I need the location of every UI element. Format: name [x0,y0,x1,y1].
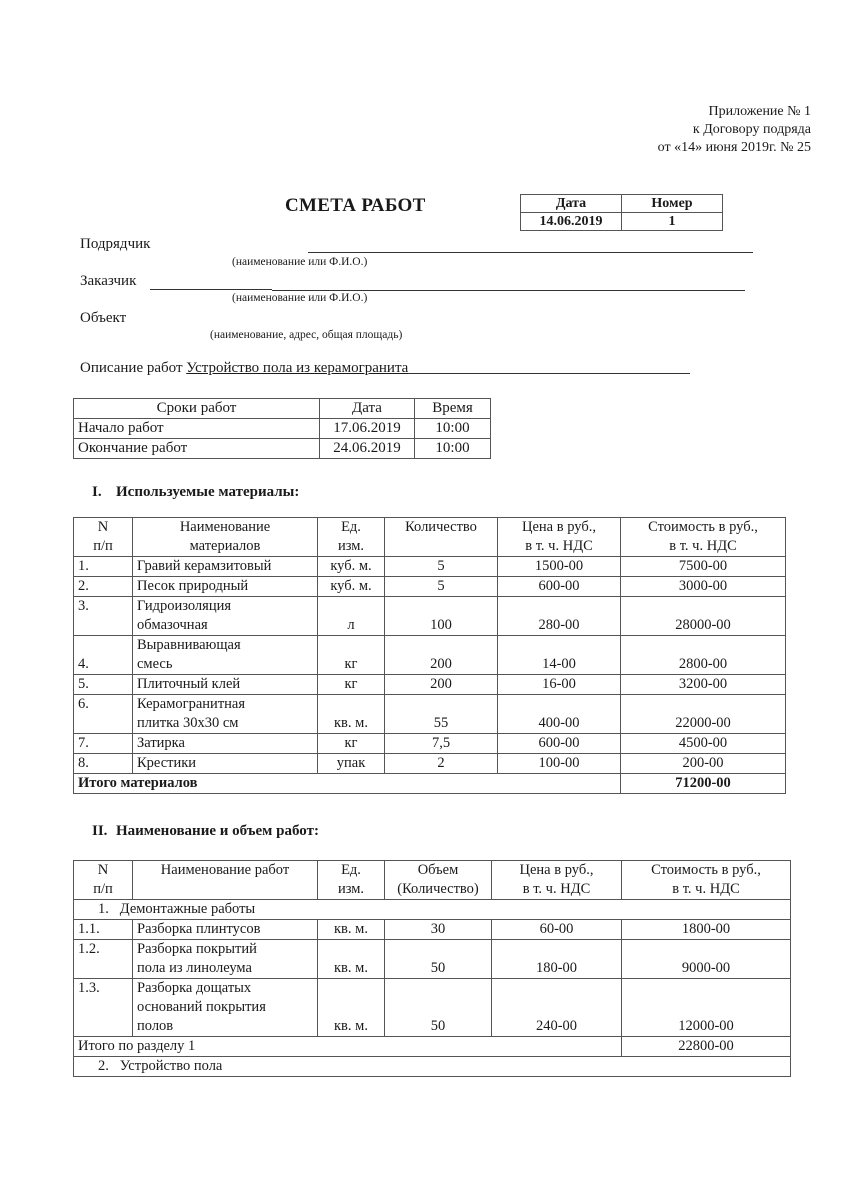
terms-header-date: Дата [320,399,415,419]
row-name: Гравий керамзитовый [133,557,318,577]
section-number: II. [92,823,108,839]
row-n: 7. [74,734,133,754]
contractor-label: Подрядчик [80,236,151,252]
row-name: Керамогранитная плитка 30х30 см [133,695,318,734]
row-cost: 7500-00 [621,557,786,577]
table-row [74,920,791,940]
row-cost: 1800-00 [622,920,791,940]
row-cost: 9000-00 [622,940,791,979]
terms-row-label: Окончание работ [74,439,320,459]
works-table [73,860,791,1077]
terms-row-time: 10:00 [415,419,491,439]
row-unit: кв. м. [318,940,385,979]
row-name: Крестики [133,754,318,774]
row-unit: кг [318,636,385,675]
row-name: Разборка плинтусов [133,920,318,940]
row-unit: кг [318,734,385,754]
table-row [74,675,786,695]
row-unit: кв. м. [318,979,385,1037]
row-n: 5. [74,675,133,695]
header-cost: Стоимость в руб., в т. ч. НДС [621,518,786,557]
row-cost: 200-00 [621,754,786,774]
description-value: Устройство пола из керамогранита [186,360,409,376]
appendix-line-2: к Договору подряда [692,122,811,137]
row-price: 600-00 [498,734,621,754]
row-qty: 30 [385,920,492,940]
terms-header-period: Сроки работ [74,399,320,419]
row-name: Плиточный клей [133,675,318,695]
document-title: СМЕТА РАБОТ [285,195,426,216]
terms-row [74,419,491,439]
customer-field-line[interactable] [272,290,745,291]
header-qty: Количество [385,518,498,557]
table-row [74,940,791,979]
row-qty: 7,5 [385,734,498,754]
row-qty: 50 [385,979,492,1037]
row-unit: кг [318,675,385,695]
object-hint: (наименование, адрес, общая площадь) [210,329,403,341]
row-qty: 200 [385,675,498,695]
contractor-hint: (наименование или Ф.И.О.) [232,256,368,268]
row-unit: куб. м. [318,577,385,597]
row-cost: 12000-00 [622,979,791,1037]
materials-header-row [74,518,786,557]
row-price: 14-00 [498,636,621,675]
row-n: 4. [74,636,133,675]
date-value: 14.06.2019 [521,213,622,231]
contractor-field-line[interactable] [308,252,753,253]
section-title: Наименование и объем работ: [116,823,319,839]
customer-label: Заказчик [80,273,137,289]
header-price: Цена в руб., в т. ч. НДС [492,861,622,900]
row-price: 60-00 [492,920,622,940]
materials-table [73,517,786,794]
terms-row-date: 17.06.2019 [320,419,415,439]
row-price: 600-00 [498,577,621,597]
row-unit: л [318,597,385,636]
table-row [74,577,786,597]
terms-row-time: 10:00 [415,439,491,459]
table-row [74,734,786,754]
row-unit: упак [318,754,385,774]
group-title: 1. Демонтажные работы [74,900,791,920]
works-header-row [74,861,791,900]
group-row [74,900,791,920]
row-n: 1. [74,557,133,577]
total-value: 71200-00 [621,774,786,794]
description-label: Описание работ [80,360,183,376]
table-row [74,597,786,636]
row-qty: 2 [385,754,498,774]
terms-header-time: Время [415,399,491,419]
header-name: Наименование работ [133,861,318,900]
table-row [74,754,786,774]
header-unit: Ед. изм. [318,861,385,900]
table-row [74,557,786,577]
row-name: Гидроизоляция обмазочная [133,597,318,636]
terms-row-date: 24.06.2019 [320,439,415,459]
subtotal-value: 22800-00 [622,1037,791,1057]
header-name: Наименование материалов [133,518,318,557]
row-unit: кв. м. [318,920,385,940]
section-title: Используемые материалы: [116,484,300,500]
row-name: Разборка дощатых оснований покрытия полов [133,979,318,1037]
row-n: 3. [74,597,133,636]
row-n: 1.1. [74,920,133,940]
row-n: 6. [74,695,133,734]
row-price: 240-00 [492,979,622,1037]
row-qty: 55 [385,695,498,734]
row-qty: 5 [385,577,498,597]
terms-row [74,439,491,459]
row-qty: 5 [385,557,498,577]
number-label: Номер [622,195,723,213]
group-row [74,1057,791,1077]
row-name: Песок природный [133,577,318,597]
row-unit: кв. м. [318,695,385,734]
row-price: 1500-00 [498,557,621,577]
header-qty: Объем (Количество) [385,861,492,900]
work-description [80,360,690,377]
table-row [74,636,786,675]
terms-table [73,398,491,459]
row-cost: 22000-00 [621,695,786,734]
row-n: 8. [74,754,133,774]
appendix-header [658,103,811,157]
header-price: Цена в руб., в т. ч. НДС [498,518,621,557]
subtotal-row [74,1037,791,1057]
row-cost: 4500-00 [621,734,786,754]
row-price: 180-00 [492,940,622,979]
date-number-table [520,194,723,231]
header-cost: Стоимость в руб., в т. ч. НДС [622,861,791,900]
row-price: 400-00 [498,695,621,734]
object-label: Объект [80,310,127,326]
row-cost: 3000-00 [621,577,786,597]
date-label: Дата [521,195,622,213]
terms-row-label: Начало работ [74,419,320,439]
header-unit: Ед. изм. [318,518,385,557]
section-number: I. [92,484,102,500]
row-qty: 100 [385,597,498,636]
header-n: N п/п [74,518,133,557]
subtotal-label: Итого по разделу 1 [74,1037,622,1057]
row-price: 16-00 [498,675,621,695]
customer-hint: (наименование или Ф.И.О.) [232,292,368,304]
header-n: N п/п [74,861,133,900]
row-qty: 200 [385,636,498,675]
section-works-heading [92,823,319,840]
row-name: Выравнивающая смесь [133,636,318,675]
group-title: 2. Устройство пола [74,1057,791,1077]
row-unit: куб. м. [318,557,385,577]
table-row [74,979,791,1037]
total-label: Итого материалов [74,774,621,794]
customer-field-line-a [150,289,272,290]
appendix-line-3: от «14» июня 2019г. № 25 [657,140,811,155]
row-cost: 2800-00 [621,636,786,675]
row-n: 1.3. [74,979,133,1037]
table-row [74,695,786,734]
number-value: 1 [622,213,723,231]
row-price: 100-00 [498,754,621,774]
row-n: 2. [74,577,133,597]
row-name: Затирка [133,734,318,754]
row-n: 1.2. [74,940,133,979]
row-cost: 28000-00 [621,597,786,636]
section-materials-heading [92,484,299,501]
row-name: Разборка покрытий пола из линолеума [133,940,318,979]
description-line [408,372,690,374]
row-price: 280-00 [498,597,621,636]
materials-total-row [74,774,786,794]
appendix-line-1: Приложение № 1 [708,104,811,119]
row-cost: 3200-00 [621,675,786,695]
row-qty: 50 [385,940,492,979]
